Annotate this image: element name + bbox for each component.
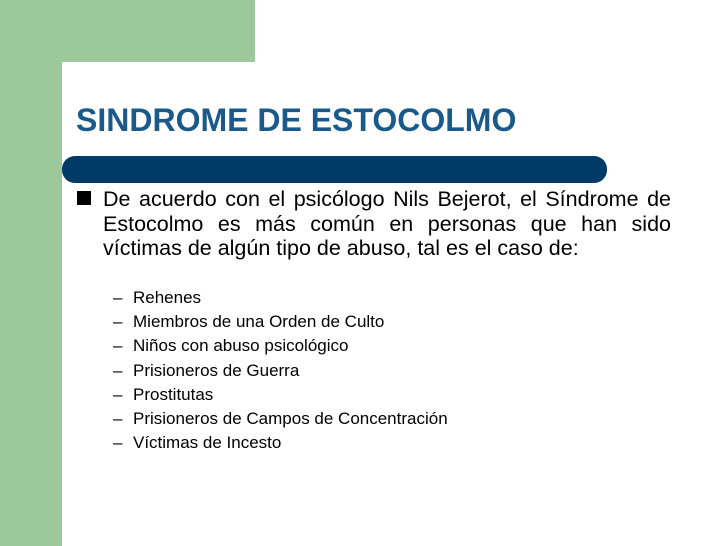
- list-item-label: Víctimas de Incesto: [133, 433, 282, 453]
- list-item: [103, 286, 448, 310]
- sub-bullet-list: [103, 286, 448, 455]
- dash-bullet: –: [113, 384, 123, 404]
- dash-bullet: –: [113, 433, 123, 453]
- list-item-label: Prostitutas: [133, 384, 214, 404]
- title-underline-bar: [62, 156, 607, 183]
- list-item: [103, 310, 448, 334]
- dash-bullet: –: [113, 288, 123, 307]
- list-item: [103, 359, 448, 383]
- list-item-label: Rehenes: [133, 288, 202, 307]
- list-item: [103, 407, 448, 431]
- list-item-label: Niños con abuso psicológico: [133, 336, 349, 356]
- slide-title: SINDROME DE ESTOCOLMO: [76, 102, 517, 138]
- dash-bullet: –: [113, 408, 123, 428]
- green-side-band: [0, 0, 62, 546]
- list-item-label: Miembros de una Orden de Culto: [133, 312, 385, 332]
- list-item-label: Prisioneros de Guerra: [133, 360, 300, 380]
- list-item: [103, 431, 448, 455]
- dash-bullet: –: [113, 360, 123, 380]
- list-item: [103, 334, 448, 358]
- main-bullet-text: De acuerdo con el psicólogo Nils Bejerot, el Síndrome de Estocolmo es más común en personas que han sido víctimas de algún tipo de abuso, tal es el caso de:: [103, 187, 671, 260]
- square-bullet-shape: [76, 186, 92, 206]
- dash-bullet: –: [113, 336, 123, 356]
- square-bullet-icon: [76, 186, 96, 212]
- dash-bullet: –: [113, 312, 123, 332]
- list-item: [103, 383, 448, 407]
- list-item-label: Prisioneros de Campos de Concentración: [133, 408, 448, 428]
- green-top-band: [0, 0, 255, 62]
